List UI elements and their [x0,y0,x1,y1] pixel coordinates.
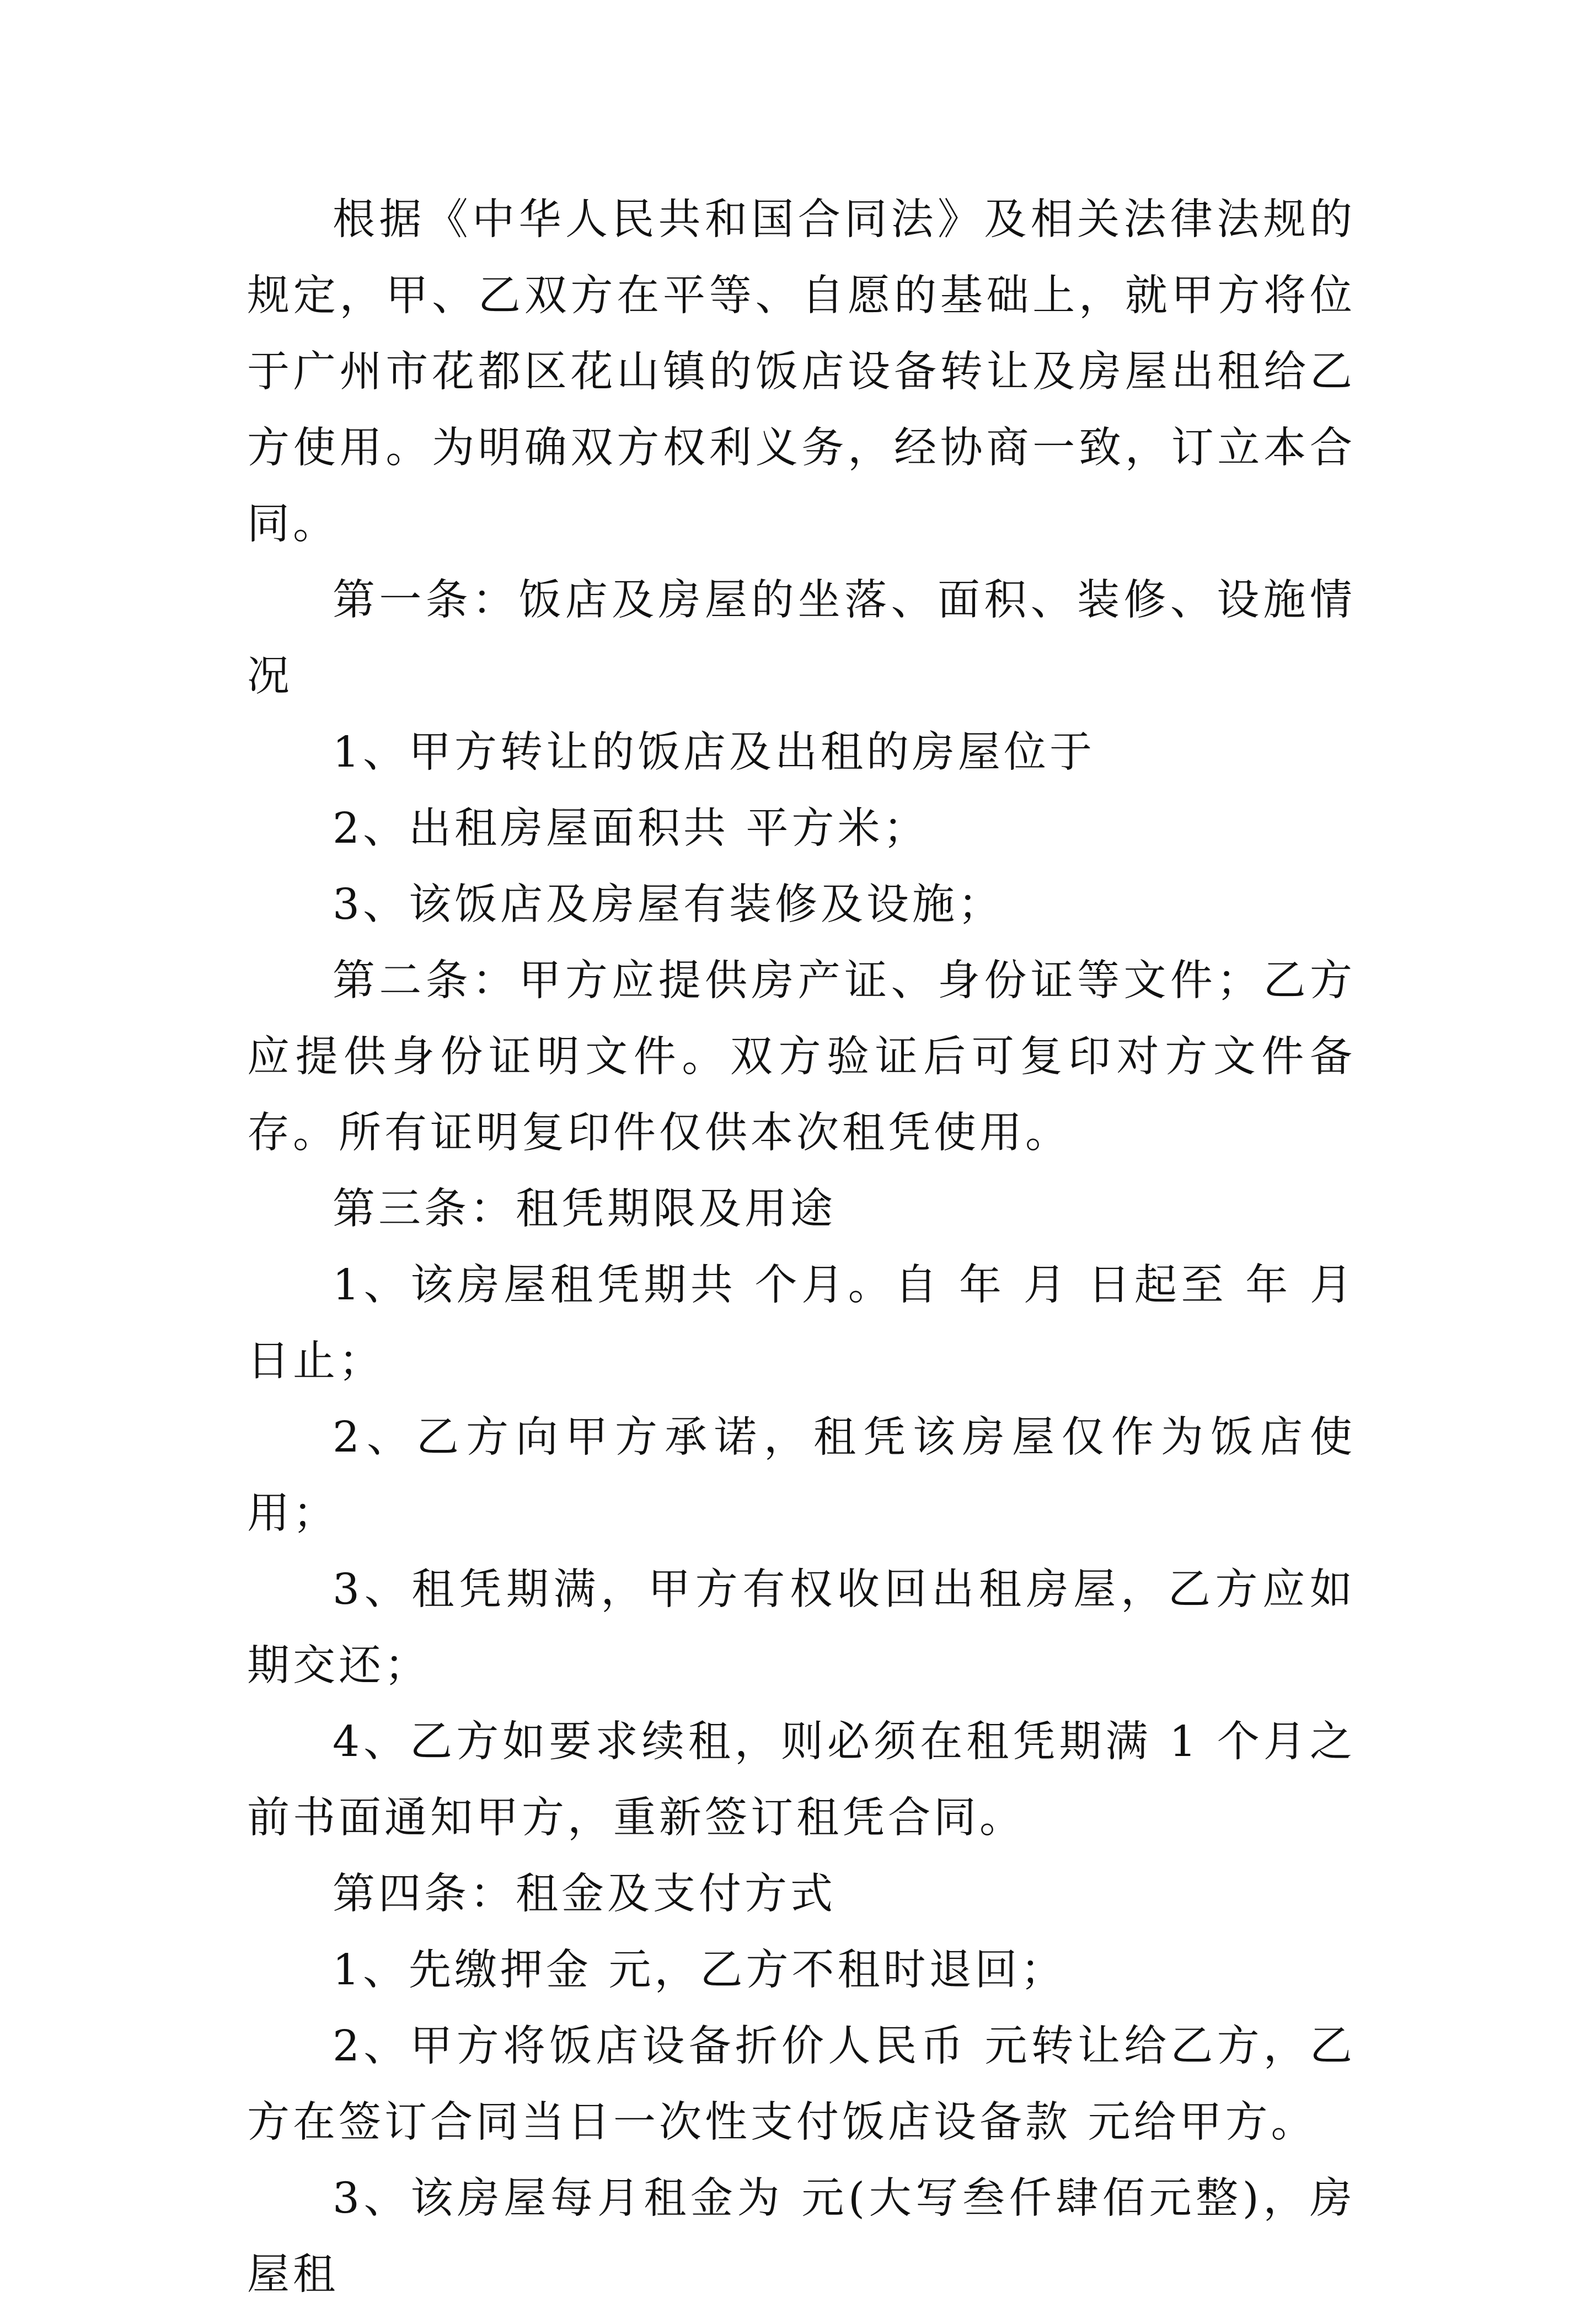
article-3-item-4: 4、乙方如要求续租，则必须在租凭期满 1 个月之前书面通知甲方，重新签订租凭合同。 [247,1717,1356,1843]
contract-body [247,182,1356,2313]
article-1-item-2: 2、出租房屋面积共 平方米； [333,804,929,853]
article-1-item-3: 3、该饭店及房屋有装修及设施； [333,880,1004,929]
article-1-heading: 第一条：饭店及房屋的坐落、面积、装修、设施情况 [247,576,1356,701]
article-3-item-1: 1、该房屋租凭期共 个月。自 年 月 日起至 年 月 日止； [247,1261,1356,1386]
article-1-item-1: 1、甲方转让的饭店及出租的房屋位于 [333,728,1095,777]
paragraph-preamble: 根据《中华人民共和国合同法》及相关法律法规的规定，甲、乙双方在平等、自愿的基础上，就甲方将位于广州市花都区花山镇的饭店设备转让及房屋出租给乙方使用。为明确双方权利义务，经协商一致，订立本合同。 [247,195,1356,549]
article-3-heading: 第三条：租凭期限及用途 [333,1185,836,1234]
article-4-item-2: 2、甲方将饭店设备折价人民币 元转让给乙方，乙方在签订合同当日一次性支付饭店设备款 元给甲方。 [247,2022,1356,2147]
article-2: 第二条：甲方应提供房产证、身份证等文件；乙方应提供身份证明文件。双方验证后可复印对方文件备存。所有证明复印件仅供本次租凭使用。 [247,956,1356,1158]
article-3-item-2: 2、乙方向甲方承诺，租凭该房屋仅作为饭店使用； [247,1413,1356,1538]
article-4-heading: 第四条：租金及支付方式 [333,1870,836,1919]
article-4-item-1: 1、先缴押金 元，乙方不租时退回； [333,1946,1067,1995]
article-3-item-3: 3、租凭期满，甲方有权收回出租房屋，乙方应如期交还； [247,1565,1356,1690]
article-4-item-3: 3、该房屋每月租金为 元(大写叁仟肆佰元整)，房屋租 [247,2174,1356,2299]
